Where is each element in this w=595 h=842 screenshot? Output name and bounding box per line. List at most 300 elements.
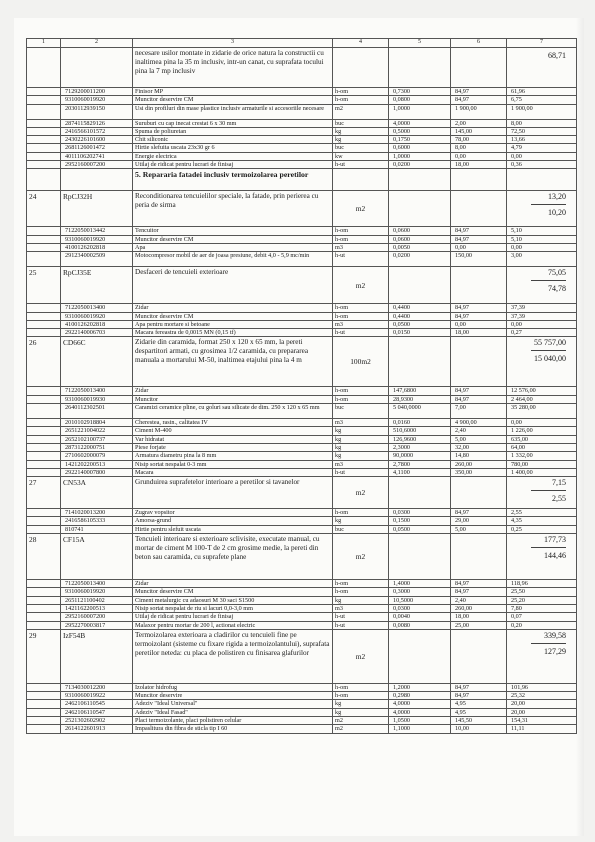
resource-quantity: 0,1500 bbox=[389, 517, 451, 525]
item-description: Tencuieli interioare si exterioare sclivisite, executate manual, cu mortar de ciment M 100-T de 2 cm grosime medie, la pereti din beton sau caramida, cu suprafete plane bbox=[133, 534, 333, 580]
resource-row bbox=[27, 243, 577, 251]
resource-row bbox=[27, 517, 577, 525]
document-page bbox=[14, 18, 584, 836]
empty-cell bbox=[389, 169, 451, 191]
resource-price: 25,00 bbox=[451, 621, 507, 629]
empty-cell bbox=[27, 304, 61, 312]
empty-cell bbox=[27, 427, 61, 435]
item-total bbox=[507, 337, 577, 387]
resource-description: Muncitor deservire bbox=[133, 692, 333, 700]
resource-code: 2651121100402 bbox=[61, 596, 133, 604]
resource-code: 2651221004022 bbox=[61, 427, 133, 435]
resource-code: 2710602000079 bbox=[61, 452, 133, 460]
item-description: Termoizolarea exterioara a cladirilor cu tencuieli fine pe termoizolant (sisteme cu fixare rigida a termoizolantului), suprafata peretilor neteda: cu placa de polistiren cu finisarea glafurilor bbox=[133, 629, 333, 683]
resource-value: 4,79 bbox=[507, 144, 577, 152]
resource-price: 29,00 bbox=[451, 517, 507, 525]
resource-quantity: 0,0500 bbox=[389, 525, 451, 533]
resource-description: Suruburi cu cap inecat crestat 6 x 30 mm bbox=[133, 119, 333, 127]
resource-price: 5,00 bbox=[451, 525, 507, 533]
resource-value: 72,50 bbox=[507, 127, 577, 135]
item-unit: m2 bbox=[333, 191, 389, 227]
resource-value: 154,31 bbox=[507, 716, 577, 724]
empty-cell bbox=[451, 267, 507, 304]
resource-price: 84,97 bbox=[451, 588, 507, 596]
total-value: 339,58 bbox=[544, 630, 566, 640]
resource-row bbox=[27, 104, 577, 119]
resource-quantity: 0,1750 bbox=[389, 136, 451, 144]
estimate-table bbox=[26, 38, 577, 734]
column-header: 4 bbox=[333, 39, 389, 48]
total-value: 75,05 bbox=[548, 268, 566, 278]
empty-cell bbox=[27, 320, 61, 328]
total-divider bbox=[531, 350, 566, 351]
item-unit: m2 bbox=[333, 267, 389, 304]
resource-quantity: 1,0000 bbox=[389, 152, 451, 160]
item-unit: 100m2 bbox=[333, 337, 389, 387]
resource-unit: kg bbox=[333, 443, 389, 451]
resource-value: 13,66 bbox=[507, 136, 577, 144]
empty-cell bbox=[451, 191, 507, 227]
resource-quantity: 2,3000 bbox=[389, 443, 451, 451]
item-number bbox=[27, 169, 61, 191]
resource-row bbox=[27, 96, 577, 104]
empty-cell bbox=[27, 144, 61, 152]
resource-description: Adeziv "Ideal Fasad" bbox=[133, 708, 333, 716]
empty-cell bbox=[451, 477, 507, 509]
resource-code: 7122050013400 bbox=[61, 387, 133, 395]
resource-code: 2922140006703 bbox=[61, 329, 133, 337]
item-description: Reconditionarea tencuielilor speciale, la fatade, prin perierea cu peria de sirma bbox=[133, 191, 333, 227]
item-total bbox=[507, 477, 577, 509]
resource-value: 101,96 bbox=[507, 683, 577, 691]
resource-code: 9310060019922 bbox=[61, 692, 133, 700]
resource-description: Nisip sortat nespalat 0-3 mm bbox=[133, 460, 333, 468]
resource-row bbox=[27, 119, 577, 127]
resource-description: Chit siliconic bbox=[133, 136, 333, 144]
resource-unit: h-om bbox=[333, 580, 389, 588]
work-item-row bbox=[27, 534, 577, 580]
resource-quantity: 0,0500 bbox=[389, 320, 451, 328]
resource-unit: kg bbox=[333, 517, 389, 525]
resource-quantity: 1,4000 bbox=[389, 580, 451, 588]
total-value: 55 757,00 bbox=[534, 338, 566, 348]
empty-cell bbox=[27, 387, 61, 395]
resource-value: 1 332,00 bbox=[507, 452, 577, 460]
resource-quantity: 0,0080 bbox=[389, 621, 451, 629]
resource-row bbox=[27, 596, 577, 604]
resource-description: Muncitor deservire CM bbox=[133, 312, 333, 320]
empty-cell bbox=[27, 395, 61, 403]
resource-unit: m3 bbox=[333, 320, 389, 328]
work-item-row bbox=[27, 629, 577, 683]
resource-value: 4,35 bbox=[507, 517, 577, 525]
item-description: Zidarie din caramida, format 250 x 120 x 65 mm, la pereti despartitori armati, cu grosimea 1/2 caramida, cu prepararea manuala a mortarului M-50, inaltimea etajului pina la 4 m bbox=[133, 337, 333, 387]
labor-value: 127,29 bbox=[544, 646, 566, 656]
resource-row bbox=[27, 387, 577, 395]
item-description: necesare usilor montate in zidarie de orice natura la constructii cu inaltimea pina la 35 m inclusiv, intr-un canat, cu suprafata tocului pina la 7 mp inclusiv bbox=[133, 48, 333, 88]
resource-row bbox=[27, 136, 577, 144]
resource-price: 145,00 bbox=[451, 127, 507, 135]
item-number: 24 bbox=[27, 191, 61, 227]
resource-description: Zidar bbox=[133, 387, 333, 395]
item-number: 26 bbox=[27, 337, 61, 387]
item-code bbox=[61, 169, 133, 191]
resource-unit: buc bbox=[333, 525, 389, 533]
resource-value: 2,55 bbox=[507, 509, 577, 517]
resource-unit: buc bbox=[333, 144, 389, 152]
resource-quantity: 1,0000 bbox=[389, 104, 451, 119]
empty-cell bbox=[27, 588, 61, 596]
resource-code: 7129200011200 bbox=[61, 88, 133, 96]
total-divider bbox=[531, 204, 566, 205]
resource-code: 9310060019920 bbox=[61, 588, 133, 596]
resource-quantity: 4,0000 bbox=[389, 708, 451, 716]
resource-price: 4,95 bbox=[451, 700, 507, 708]
empty-cell bbox=[389, 267, 451, 304]
resource-price: 150,00 bbox=[451, 252, 507, 267]
resource-row bbox=[27, 613, 577, 621]
column-header: 2 bbox=[61, 39, 133, 48]
resource-description: Armatura diametru pina la 8 mm bbox=[133, 452, 333, 460]
total-value: 68,71 bbox=[548, 51, 566, 60]
resource-code: 2416586105333 bbox=[61, 517, 133, 525]
resource-unit: h-ut bbox=[333, 161, 389, 169]
resource-value: 0,00 bbox=[507, 152, 577, 160]
resource-unit: kw bbox=[333, 152, 389, 160]
resource-quantity: 510,6000 bbox=[389, 427, 451, 435]
empty-cell bbox=[27, 460, 61, 468]
resource-quantity: 0,0800 bbox=[389, 96, 451, 104]
resource-unit: buc bbox=[333, 119, 389, 127]
resource-price: 8,00 bbox=[451, 144, 507, 152]
resource-unit: h-ut bbox=[333, 621, 389, 629]
item-unit: m2 bbox=[333, 629, 389, 683]
resource-description: Ciment metalurgic cu adaosuri M 30 saci S1500 bbox=[133, 596, 333, 604]
resource-code: 2030112939150 bbox=[61, 104, 133, 119]
resource-code: 2922140007800 bbox=[61, 468, 133, 476]
item-total bbox=[507, 534, 577, 580]
resource-description: Tencuitor bbox=[133, 227, 333, 235]
resource-description: Adeziv "Ideal Universal" bbox=[133, 700, 333, 708]
resource-code: 2952270003817 bbox=[61, 621, 133, 629]
resource-price: 260,00 bbox=[451, 604, 507, 612]
resource-code: 2521302602902 bbox=[61, 716, 133, 724]
resource-unit: kg bbox=[333, 596, 389, 604]
empty-cell bbox=[389, 48, 451, 88]
resource-unit: h-om bbox=[333, 312, 389, 320]
resource-unit: h-om bbox=[333, 683, 389, 691]
resource-price: 4,95 bbox=[451, 708, 507, 716]
resource-unit: h-ut bbox=[333, 329, 389, 337]
resource-price: 78,00 bbox=[451, 136, 507, 144]
resource-value: 1 900,00 bbox=[507, 104, 577, 119]
resource-code: 9310060019920 bbox=[61, 312, 133, 320]
resource-price: 14,80 bbox=[451, 452, 507, 460]
resource-price: 2,40 bbox=[451, 596, 507, 604]
resource-unit: h-om bbox=[333, 509, 389, 517]
resource-description: Piese forjate bbox=[133, 443, 333, 451]
empty-cell bbox=[27, 329, 61, 337]
resource-description: Apa pentru mortare si betoane bbox=[133, 320, 333, 328]
resource-code: 2010102918804 bbox=[61, 419, 133, 427]
resource-price: 145,50 bbox=[451, 716, 507, 724]
resource-code: 7122050013442 bbox=[61, 227, 133, 235]
resource-price: 18,00 bbox=[451, 613, 507, 621]
resource-unit: h-om bbox=[333, 96, 389, 104]
resource-quantity: 0,0300 bbox=[389, 604, 451, 612]
resource-unit: h-ut bbox=[333, 252, 389, 267]
empty-cell bbox=[389, 337, 451, 387]
resource-quantity: 0,7300 bbox=[389, 88, 451, 96]
item-total bbox=[507, 267, 577, 304]
empty-cell bbox=[451, 534, 507, 580]
resource-code: 1421202200513 bbox=[61, 460, 133, 468]
resource-description: Amorsa-grund bbox=[133, 517, 333, 525]
item-code: CF15A bbox=[61, 534, 133, 580]
empty-cell bbox=[27, 419, 61, 427]
empty-cell bbox=[27, 136, 61, 144]
resource-description: Caramizi ceramice pline, cu goluri sau silicate de dim. 250 x 120 x 65 mm bbox=[133, 404, 333, 419]
item-total bbox=[507, 48, 577, 88]
empty-cell bbox=[27, 152, 61, 160]
resource-code: 7134030012200 bbox=[61, 683, 133, 691]
item-description: 5. Repararia fatadei inclusiv termoizolarea peretilor bbox=[133, 169, 333, 191]
resource-code: 7122050013400 bbox=[61, 580, 133, 588]
resource-unit: kg bbox=[333, 435, 389, 443]
resource-code: 810741 bbox=[61, 525, 133, 533]
resource-quantity: 0,6000 bbox=[389, 144, 451, 152]
resource-quantity: 90,0000 bbox=[389, 452, 451, 460]
empty-cell bbox=[27, 452, 61, 460]
resource-code: 2912340002509 bbox=[61, 252, 133, 267]
empty-cell bbox=[27, 104, 61, 119]
resource-row bbox=[27, 312, 577, 320]
empty-cell bbox=[27, 580, 61, 588]
empty-cell bbox=[27, 716, 61, 724]
resource-unit: kg bbox=[333, 452, 389, 460]
resource-value: 780,00 bbox=[507, 460, 577, 468]
resource-value: 2 464,00 bbox=[507, 395, 577, 403]
resource-quantity: 0,0150 bbox=[389, 329, 451, 337]
resource-row bbox=[27, 588, 577, 596]
resource-description: Utilaj de ridicat pentru lucrari de finisaj bbox=[133, 613, 333, 621]
resource-price: 84,97 bbox=[451, 580, 507, 588]
resource-quantity: 4,1100 bbox=[389, 468, 451, 476]
resource-row bbox=[27, 227, 577, 235]
empty-cell bbox=[27, 227, 61, 235]
resource-price: 84,97 bbox=[451, 88, 507, 96]
labor-value: 10,20 bbox=[548, 208, 566, 218]
resource-row bbox=[27, 683, 577, 691]
resource-price: 84,97 bbox=[451, 395, 507, 403]
resource-quantity: 0,0200 bbox=[389, 161, 451, 169]
resource-price: 5,00 bbox=[451, 435, 507, 443]
resource-quantity: 1,0500 bbox=[389, 716, 451, 724]
resource-quantity: 0,0050 bbox=[389, 243, 451, 251]
item-total bbox=[507, 629, 577, 683]
resource-value: 37,39 bbox=[507, 304, 577, 312]
empty-cell bbox=[451, 48, 507, 88]
resource-price: 84,97 bbox=[451, 312, 507, 320]
resource-quantity: 0,0300 bbox=[389, 509, 451, 517]
resource-description: Muncitor deservire CM bbox=[133, 588, 333, 596]
resource-unit: h-om bbox=[333, 235, 389, 243]
resource-row bbox=[27, 252, 577, 267]
resource-code: 4100126202818 bbox=[61, 320, 133, 328]
resource-quantity: 0,4400 bbox=[389, 304, 451, 312]
resource-row bbox=[27, 452, 577, 460]
resource-row bbox=[27, 468, 577, 476]
empty-cell bbox=[451, 169, 507, 191]
resource-row bbox=[27, 88, 577, 96]
resource-value: 7,80 bbox=[507, 604, 577, 612]
resource-code: 2952160007200 bbox=[61, 161, 133, 169]
resource-unit: m3 bbox=[333, 419, 389, 427]
empty-cell bbox=[27, 235, 61, 243]
resource-unit: h-om bbox=[333, 88, 389, 96]
total-value: 177,73 bbox=[544, 535, 566, 545]
empty-cell bbox=[27, 161, 61, 169]
resource-code: 2462106110547 bbox=[61, 708, 133, 716]
resource-code: 4011106202741 bbox=[61, 152, 133, 160]
resource-price: 2,00 bbox=[451, 119, 507, 127]
resource-description: Utilaj de ridicat pentru lucrari de finisaj bbox=[133, 161, 333, 169]
empty-cell bbox=[27, 119, 61, 127]
total-value bbox=[509, 169, 566, 171]
empty-cell bbox=[389, 629, 451, 683]
resource-description: Spuma de poliuretan bbox=[133, 127, 333, 135]
item-code bbox=[61, 48, 133, 88]
resource-description: Impaslitura din fibra de sticla tip I 60 bbox=[133, 725, 333, 733]
column-header: 3 bbox=[133, 39, 333, 48]
resource-price: 84,97 bbox=[451, 235, 507, 243]
resource-row bbox=[27, 460, 577, 468]
resource-value: 61,96 bbox=[507, 88, 577, 96]
resource-code: 1421162200513 bbox=[61, 604, 133, 612]
empty-cell bbox=[27, 725, 61, 733]
resource-row bbox=[27, 127, 577, 135]
empty-cell bbox=[27, 252, 61, 267]
resource-quantity: 1,2000 bbox=[389, 683, 451, 691]
empty-cell bbox=[27, 443, 61, 451]
resource-value: 0,00 bbox=[507, 243, 577, 251]
empty-cell bbox=[27, 88, 61, 96]
column-header: 1 bbox=[27, 39, 61, 48]
resource-quantity: 0,5000 bbox=[389, 127, 451, 135]
resource-quantity: 2,7800 bbox=[389, 460, 451, 468]
empty-cell bbox=[27, 708, 61, 716]
section-heading-row bbox=[27, 169, 577, 191]
empty-cell bbox=[27, 435, 61, 443]
resource-price: 84,97 bbox=[451, 509, 507, 517]
resource-description: Hirtie pentru slefuit uscata bbox=[133, 525, 333, 533]
resource-quantity: 0,0600 bbox=[389, 227, 451, 235]
resource-price: 350,00 bbox=[451, 468, 507, 476]
resource-description: Izolator hidrofug bbox=[133, 683, 333, 691]
resource-code: 9310060019920 bbox=[61, 96, 133, 104]
resource-description: Zidar bbox=[133, 580, 333, 588]
resource-price: 84,97 bbox=[451, 96, 507, 104]
resource-quantity: 0,0200 bbox=[389, 252, 451, 267]
resource-value: 12 576,00 bbox=[507, 387, 577, 395]
column-header: 5 bbox=[389, 39, 451, 48]
resource-code: 2681126001472 bbox=[61, 144, 133, 152]
labor-value: 15 040,00 bbox=[534, 354, 566, 364]
item-number: 29 bbox=[27, 629, 61, 683]
empty-cell bbox=[27, 96, 61, 104]
resource-unit: h-om bbox=[333, 395, 389, 403]
resource-unit: m2 bbox=[333, 716, 389, 724]
resource-description: Muncitor deservire CM bbox=[133, 235, 333, 243]
total-divider bbox=[531, 547, 566, 548]
resource-description: Nisip sortat nespalat de riu si lacuri 0,0-3,0 mm bbox=[133, 604, 333, 612]
labor-value: 144,46 bbox=[544, 551, 566, 561]
empty-cell bbox=[27, 243, 61, 251]
resource-unit: h-ut bbox=[333, 468, 389, 476]
resource-value: 1 226,00 bbox=[507, 427, 577, 435]
resource-row bbox=[27, 580, 577, 588]
resource-value: 6,75 bbox=[507, 96, 577, 104]
resource-quantity: 28,9300 bbox=[389, 395, 451, 403]
resource-value: 0,25 bbox=[507, 525, 577, 533]
item-number bbox=[27, 48, 61, 88]
item-code: IzF54B bbox=[61, 629, 133, 683]
resource-code: 2462106110545 bbox=[61, 700, 133, 708]
resource-unit: kg bbox=[333, 708, 389, 716]
resource-value: 25,50 bbox=[507, 588, 577, 596]
resource-unit: kg bbox=[333, 427, 389, 435]
resource-code: 2640112302501 bbox=[61, 404, 133, 419]
empty-cell bbox=[27, 525, 61, 533]
empty-cell bbox=[451, 337, 507, 387]
resource-quantity: 10,5000 bbox=[389, 596, 451, 604]
resource-description: Muncitor bbox=[133, 395, 333, 403]
resource-unit: kg bbox=[333, 127, 389, 135]
resource-row bbox=[27, 435, 577, 443]
resource-value: 0,20 bbox=[507, 621, 577, 629]
empty-cell bbox=[27, 127, 61, 135]
resource-price: 0,00 bbox=[451, 243, 507, 251]
resource-price: 0,00 bbox=[451, 320, 507, 328]
resource-value: 20,00 bbox=[507, 700, 577, 708]
resource-description: Hirtie slefuita uscata 23x30 gr 6 bbox=[133, 144, 333, 152]
resource-quantity: 0,0040 bbox=[389, 613, 451, 621]
resource-row bbox=[27, 708, 577, 716]
resource-row bbox=[27, 700, 577, 708]
resource-value: 0,36 bbox=[507, 161, 577, 169]
resource-unit: kg bbox=[333, 136, 389, 144]
resource-price: 4 900,00 bbox=[451, 419, 507, 427]
resource-value: 5,10 bbox=[507, 227, 577, 235]
resource-description: Var hidratat bbox=[133, 435, 333, 443]
resource-unit: kg bbox=[333, 700, 389, 708]
resource-quantity: 0,0160 bbox=[389, 419, 451, 427]
item-unit bbox=[333, 169, 389, 191]
resource-description: Ciment M-400 bbox=[133, 427, 333, 435]
column-header: 7 bbox=[507, 39, 577, 48]
total-value: 13,20 bbox=[548, 192, 566, 202]
resource-unit: m3 bbox=[333, 604, 389, 612]
resource-value: 37,39 bbox=[507, 312, 577, 320]
resource-description: Macara bbox=[133, 468, 333, 476]
resource-value: 5,10 bbox=[507, 235, 577, 243]
resource-code: 2873122000751 bbox=[61, 443, 133, 451]
resource-row bbox=[27, 692, 577, 700]
resource-value: 35 280,00 bbox=[507, 404, 577, 419]
resource-description: Apa bbox=[133, 243, 333, 251]
resource-description: Finisor MP bbox=[133, 88, 333, 96]
empty-cell bbox=[27, 692, 61, 700]
